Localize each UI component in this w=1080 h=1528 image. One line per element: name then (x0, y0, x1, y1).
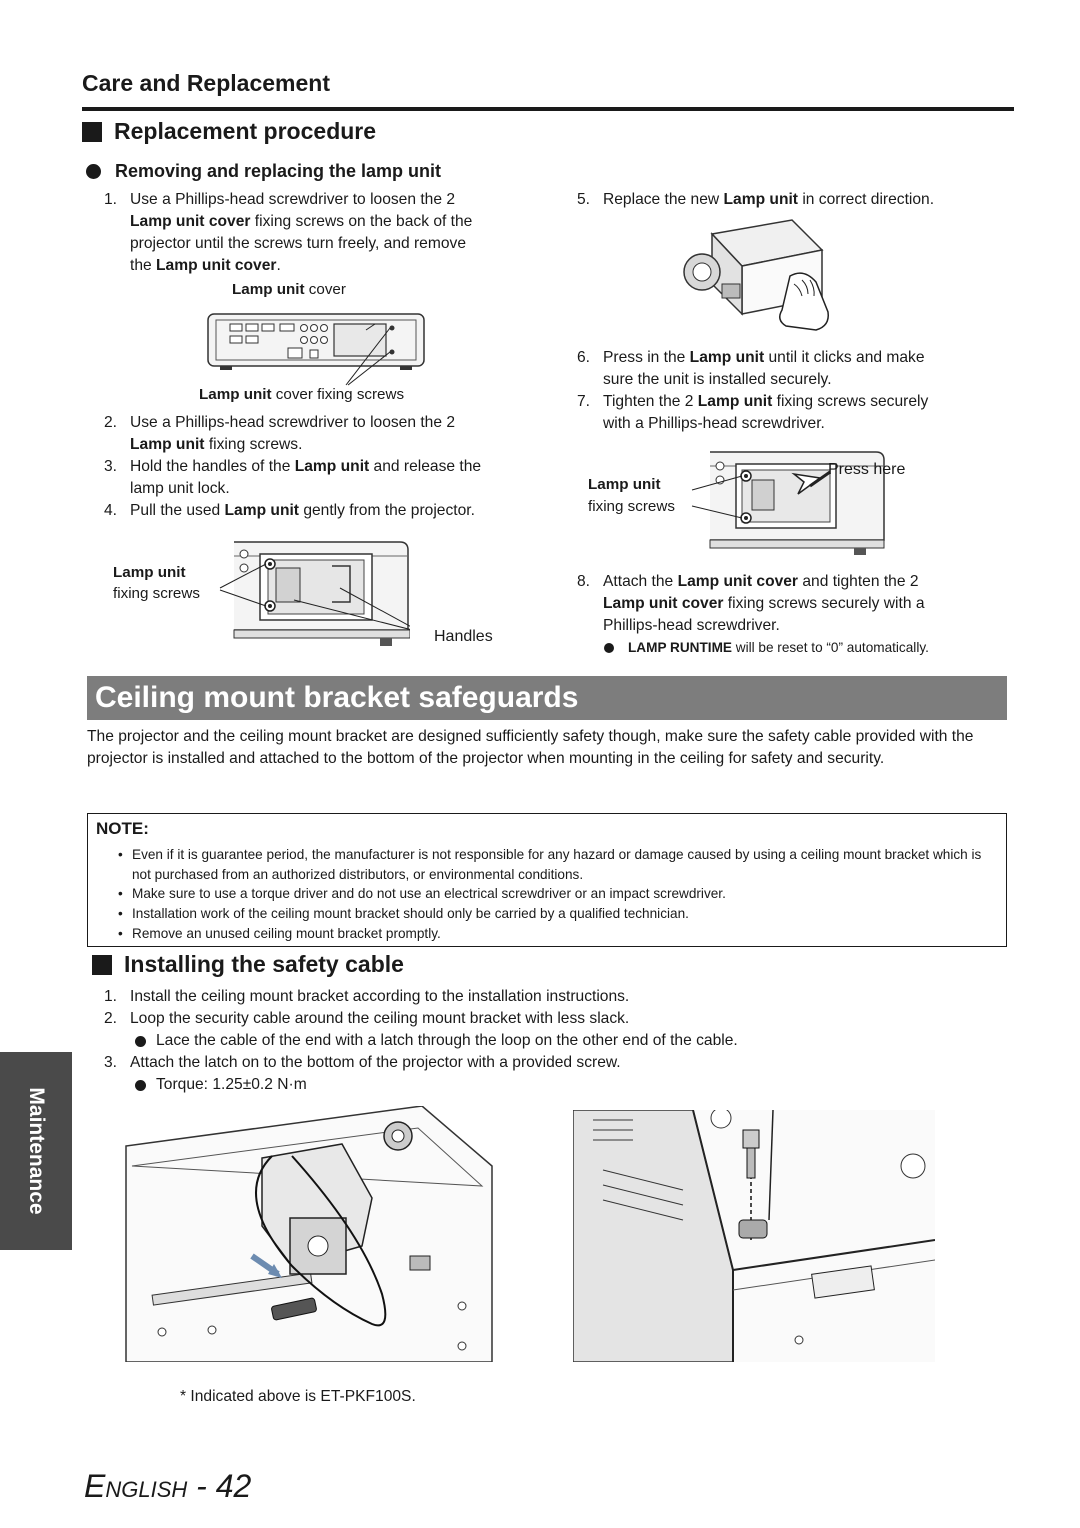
step-8 (577, 571, 1017, 637)
section-rule (82, 107, 1014, 111)
step-text: the (130, 257, 157, 274)
safety-step-3 (104, 1052, 1004, 1096)
lamp-unit-insertion-illustration (672, 214, 842, 342)
step-text: Replace the new (603, 191, 724, 208)
section-title: Care and Replacement (82, 70, 330, 96)
step-number: 3. (104, 1054, 118, 1071)
label-text: cover fixing screws (271, 386, 405, 403)
safety-steps (104, 986, 1004, 1096)
note-bold: LAMP RUNTIME (628, 640, 732, 655)
step-text: Phillips-head screwdriver. (603, 617, 780, 634)
step-bold: Lamp unit (130, 436, 205, 453)
lamp-cover-label (232, 281, 346, 298)
step-number: 4. (104, 502, 118, 519)
bullet-dot-icon (604, 643, 614, 653)
note-title: NOTE: (96, 819, 149, 838)
note-box (87, 813, 1007, 947)
step-text: Install the ceiling mount bracket according to the installation instructions. (130, 988, 630, 1005)
step-number: 1. (104, 191, 118, 208)
square-bullet-icon (82, 122, 102, 142)
step-bold: Lamp unit cover (603, 595, 724, 612)
step-bold: Lamp unit (723, 191, 798, 208)
step-number: 3. (104, 458, 118, 475)
step-5 (577, 189, 1017, 211)
step-text: fixing screws securely (772, 393, 929, 410)
step-text: sure the unit is installed securely. (603, 371, 832, 388)
step-text: gently from the projector. (299, 502, 475, 519)
step-number: 1. (104, 988, 118, 1005)
subsection-title: Replacement procedure (114, 118, 377, 144)
step-bold: Lamp unit (697, 393, 773, 410)
step-text: projector until the screws turn freely, and remove (130, 235, 466, 252)
left-steps-top (104, 189, 544, 277)
lamp-unit-handles-illustration (210, 538, 410, 650)
label-text: fixing screws (588, 498, 675, 515)
step-number: 6. (577, 349, 591, 366)
latch-screw-illustration (573, 1110, 935, 1362)
step-3 (104, 456, 544, 500)
right-fixing-screws-label (588, 474, 675, 518)
subsubsection-heading (86, 161, 441, 182)
handles-label: Handles (434, 628, 493, 645)
lamp-cover-screws-label (199, 386, 404, 403)
step-text: Hold the handles of the (130, 458, 295, 475)
note-item: • Make sure to use a torque driver and do not use an electrical screwdriver or an impact screwdriver. (118, 884, 988, 904)
press-here-label: Press here (828, 461, 906, 478)
step-text: . (276, 257, 281, 274)
note-item: • Installation work of the ceiling mount bracket should only be carried by a qualified technician. (118, 904, 988, 924)
step-bold: Lamp unit (224, 502, 299, 519)
step-text: fixing screws on the back of the (250, 213, 473, 230)
circle-bullet-icon (86, 164, 101, 179)
step-number: 7. (577, 393, 591, 410)
safety-heading (92, 951, 404, 978)
safety-step-1 (104, 986, 1004, 1008)
projector-back-illustration (200, 300, 440, 390)
step-text: Loop the security cable around the ceiling mount bracket with less slack. (130, 1010, 630, 1027)
note-list (118, 845, 988, 944)
square-bullet-icon (92, 955, 112, 975)
step-text: Pull the used (130, 502, 225, 519)
side-tab-label: Maintenance (25, 1087, 48, 1215)
step-text: Tighten the 2 (603, 393, 698, 410)
step-bold: Lamp unit cover (156, 257, 277, 274)
step-text: Attach the latch on to the bottom of the projector with a provided screw. (130, 1054, 621, 1071)
left-steps-bottom (104, 412, 544, 522)
step-2 (104, 412, 544, 456)
illustration-caption: * Indicated above is ET-PKF100S. (180, 1388, 416, 1405)
step-text: and tighten the 2 (798, 573, 919, 590)
step-text: fixing screws securely with a (723, 595, 925, 612)
maintenance-side-tab[interactable] (0, 1052, 72, 1250)
step-bold: Lamp unit cover (130, 213, 251, 230)
right-step-8 (577, 571, 1017, 637)
safety-step-2-bullet: Lace the cable of the end with a latch through the loop on the other end of the cable. (130, 1030, 1004, 1052)
step-text: Use a Phillips-head screwdriver to loosen the 2 (130, 414, 456, 431)
label-bold: Lamp unit (588, 476, 661, 493)
right-step-5 (577, 189, 1017, 211)
note-text: will be reset to “0” automatically. (731, 640, 929, 655)
step-text: Press in the (603, 349, 690, 366)
step-bold: Lamp unit cover (677, 573, 799, 590)
label-bold: Lamp unit (232, 281, 305, 298)
ceiling-bracket-cable-illustration (122, 1106, 494, 1362)
step-text: Use a Phillips-head screwdriver to loosen the 2 (130, 191, 456, 208)
step-4 (104, 500, 544, 522)
note-item: • Even if it is guarantee period, the manufacturer is not responsible for any hazard or damage caused by using a ceiling mount bracket which is not purchased from an authorized distributors, or environmental conditions. (118, 845, 988, 884)
note-item: • Remove an unused ceiling mount bracket promptly. (118, 924, 988, 944)
step-text: in correct direction. (798, 191, 935, 208)
step-number: 5. (577, 191, 591, 208)
subsubsection-title: Removing and replacing the lamp unit (115, 161, 442, 181)
step-bold: Lamp unit (689, 349, 765, 366)
lamp-runtime-note (604, 639, 929, 657)
label-text: fixing screws (113, 585, 200, 602)
step-bold: Lamp unit (294, 458, 370, 475)
step-text: with a Phillips-head screwdriver. (603, 415, 825, 432)
page-number: English - 42 (84, 1468, 252, 1504)
step-text: and release the (369, 458, 482, 475)
subsection-heading (82, 118, 376, 145)
safety-step-3-bullet: Torque: 1.25±0.2 N·m (130, 1074, 1004, 1096)
right-steps-6-7 (577, 347, 1017, 435)
step-text: lamp unit lock. (130, 480, 230, 497)
step-7 (577, 391, 1017, 435)
intro-paragraph: The projector and the ceiling mount bracket are designed sufficiently safety though, make sure the safety cable provided with the projector is installed and attached to the bottom of the projector when mounting in the ceiling for safety and security. (87, 728, 974, 767)
safety-step-2 (104, 1008, 1004, 1052)
step-6 (577, 347, 1017, 391)
label-bold: Lamp unit (199, 386, 272, 403)
label-text: cover (304, 281, 346, 298)
step-text: fixing screws. (204, 436, 303, 453)
section-banner: Ceiling mount bracket safeguards (87, 676, 1007, 720)
label-bold: Lamp unit (113, 564, 186, 581)
left-fixing-screws-label (113, 562, 200, 604)
step-text: until it clicks and make (764, 349, 925, 366)
safety-title: Installing the safety cable (124, 951, 404, 977)
step-number: 2. (104, 1010, 118, 1027)
step-number: 2. (104, 414, 118, 431)
step-1 (104, 189, 544, 277)
step-number: 8. (577, 573, 591, 590)
step-text: Attach the (603, 573, 678, 590)
